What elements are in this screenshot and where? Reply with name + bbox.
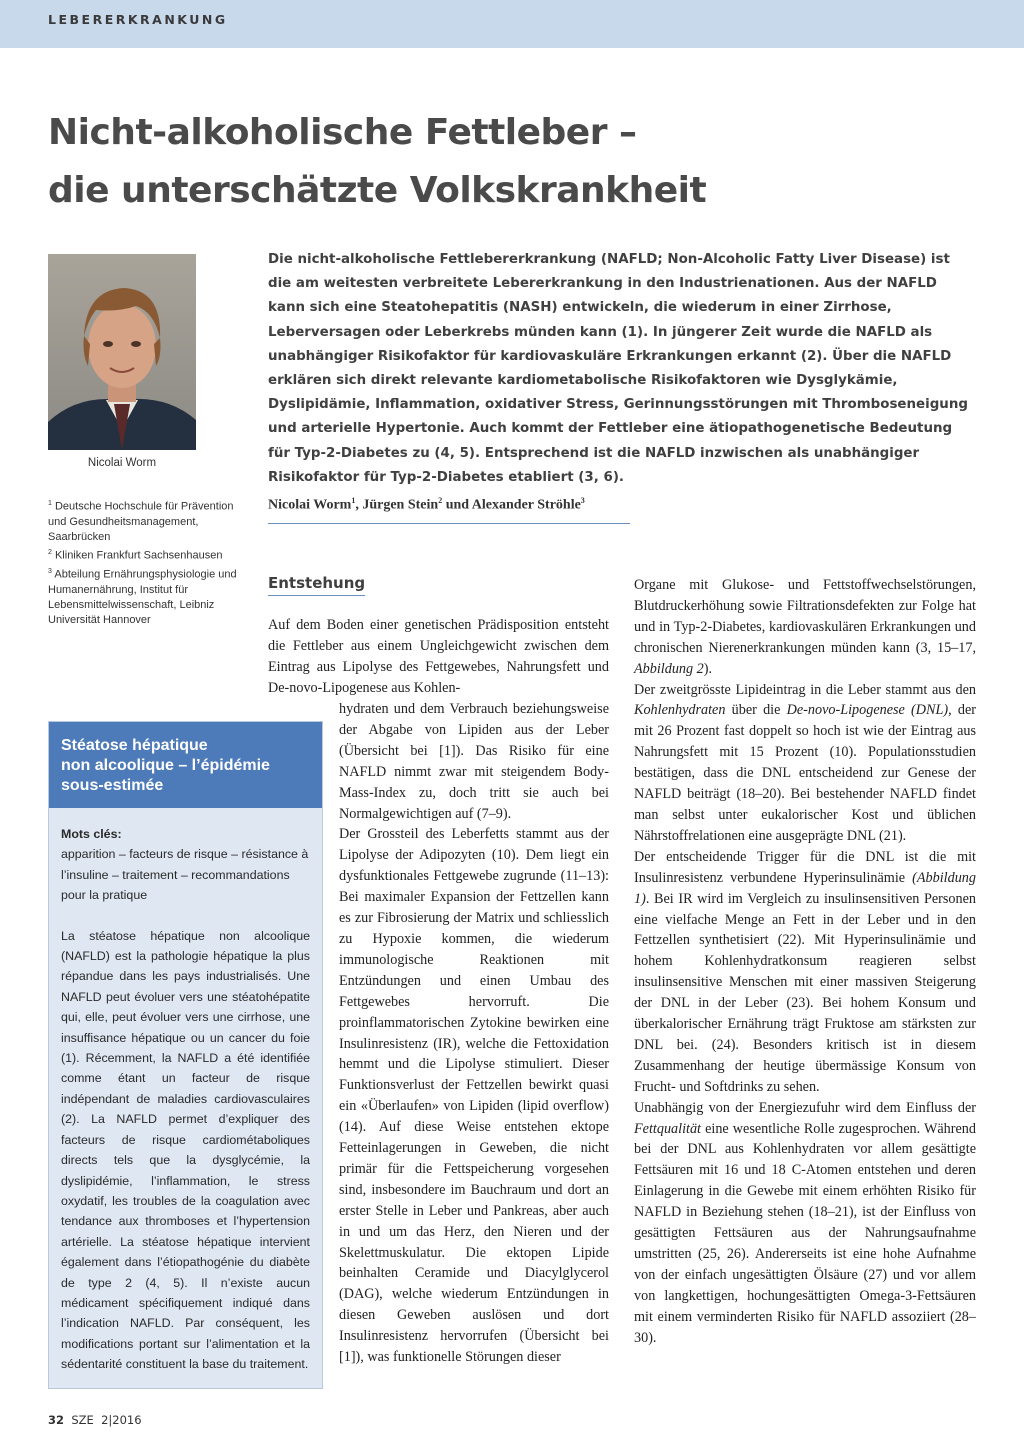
keywords-label: Mots clés: <box>61 827 122 841</box>
affiliations <box>48 496 248 629</box>
affiliation-1: $^1$ Deutsche Hochschule für Prävention und Gesundheitsmanagement, Saarbrücken <box>48 500 234 544</box>
title-line-1: Nicht-alkoholische Fettleber – <box>48 112 637 153</box>
abstract: Die nicht-alkoholische Fettlebererkrankung (NAFLD; Non-Alcoholic Fatty Liver Disease) ist die am weitesten verbreitete Lebererkrankung in den Industrienationen. Aus der NAFLD kann sich eine Steatohepatitis (NASH) entwickeln, die wiederum in einer Zirrhose, Leberversagen oder Leberkrebs münden kann (1). In jüngerer Zeit wurde die NAFLD als unabhängiger Risikofaktor für kardiovaskuläre Erkrankungen erkannt (2). Über die NAFLD erklären sich direkt relevante kardiometabolische Risikofaktoren wie Dysglykämie, Dyslipidämie, Inflammation, oxidativer Stress, Gerinnungsstörungen mit Thromboseneigung und arterielle Hypertonie. Auch kommt der Fettleber eine ätiopathogenetische Bedeutung für Typ-2-Diabetes zu (4, 5). Entsprechend ist die NAFLD inzwischen als unabhängiger Risikofaktor für Typ-2-Diabetes etabliert (3, 6). <box>268 252 968 485</box>
journal-name: SZE <box>71 1413 94 1427</box>
body-col1-continued <box>339 699 609 1368</box>
french-summary-box <box>48 721 323 1389</box>
paragraph: hydraten und dem Verbrauch beziehungsweise der Abgabe von Lipiden aus der Leber (Übersicht bei [1]). Das Risiko für eine NAFLD nimmt zwar mit steigendem Body-Mass-Index zu, doch tritt sie auch bei Normalgewichtigen auf (7–9). <box>339 701 609 822</box>
section-label: LEBERERKRANKUNG <box>48 12 228 27</box>
french-summary-title: Stéatose hépatique non alcoolique – l’épidémie sous-estimée <box>49 722 322 808</box>
title-line-2: die unterschätzte Volkskrankheit <box>48 170 707 211</box>
french-summary-text: La stéatose hépatique non alcoolique (NAFLD) est la pathologie hépatique la plus répandue dans les pays industrialisés. Une NAFLD peut évoluer vers une stéatohépatite qui, elle, peut évoluer vers une cirrhose, une insuffisance hépatique ou un cancer du foie (1). Récemment, la NAFLD a été identifiée comme étant un facteur de risque indépendant de maladies cardiovasculaires (2). La NAFLD permet d’expliquer des facteurs de risque cardiométaboliques directs tels que la dysglycémie, la dyslipidémie, l’inflammation, le stress oxydatif, les troubles de la coagulation avec tendance aux thromboses et l’hypertension artérielle. La stéatose hépatique intervient également dans l’étiopathogénie du diabète de type 2 (4, 5). Il n’existe aucun médicament spécifiquement indiqué dans l’indication NAFLD. Par conséquent, les modifications portant sur l’alimentation et la sédentarité constituent la base du traitement. <box>61 928 310 1372</box>
author-line: Nicolai Worm$^1$, Jürgen Stein$^2$ und Alexander Ströhle$^3$ <box>268 496 630 524</box>
paragraph: Der Grossteil des Leberfetts stammt aus der Lipolyse der Adipozyten (10). Dem liegt ein dysfunktionales Fettgewebe zugrunde (11–13): Bei maximaler Expansion der Fettzellen kann es zur Fibrosierung der Matrix und schliesslich zu Hypoxie kommen, die wiederum immunologische Reaktionen mit Entzündungen und einen Umbau des Fettgewebes hervorruft. Die proinflammatorischen Zytokine bewirken eine Insulinresistenz (IR), welche die Fettoxidation hemmt und die Lipolyse stimuliert. Dieser Funktionsverlust der Fettzellen bewirkt quasi ein «Überlaufen» von Lipiden (lipid overflow) (14). Auf diese Weise entstehen ektope Fetteinlagerungen in Geweben, die nicht primär für die Fettspeicherung vorgesehen sind, insbesondere im Bauchraum und dort an erster Stelle in Leber und Pankreas, aber auch in und um das Herz, den Nieren und der Skelettmuskulatur. Die ektopen Lipide beinhalten Ceramide und Diacylglycerol (DAG), welche wiederum Entzündungen in diesen Geweben auslösen und dort Insulinresistenz hervorrufen (Übersicht bei [1]), was funktionelle Störungen dieser <box>339 826 609 1366</box>
keywords: apparition – facteurs de risque – résistance à l’insuline – traitement – recommandations pour la pratique <box>61 847 309 903</box>
affiliation-3: $^3$ Abteilung Ernährungsphysiologie und Humanernährung, Institut für Lebensmittelwissenschaft, Leibniz Universität Hannover <box>48 568 237 627</box>
body-col1-intro: Auf dem Boden einer genetischen Prädisposition entsteht die Fettleber aus einem Ungleichgewicht zwischen dem Eintrag aus Lipolyse des Fettgewebes, Nahrungsfett und De-novo-Lipogenese aus Kohlen- <box>268 617 609 696</box>
paragraph: Organe mit Glukose- und Fettstoffwechselstörungen, Blutdruckerhöhung sowie Filtrationsdefekten zur Folge hat und in Typ-2-Diabetes, kardiovaskulären Erkrankungen und chronischen Nierenerkrankungen münden kann (3, 15–17, Abbildung 2). <box>634 577 976 677</box>
page-number: 32 <box>48 1413 65 1427</box>
paragraph: Der zweitgrösste Lipideintrag in die Leber stammt aus den Kohlenhydraten über die De-novo-Lipogenese (DNL), der mit 26 Prozent fast doppelt so hoch ist wie der Eintrag aus Nahrungsfett mit 15 Prozent (10). Populationsstudien bestätigen, dass die DNL entscheidend zur Genese der NAFLD beiträgt (18–20). Bei bestehender NAFLD findet man selbst unter eukalorischer Kost und üblichen Nährstoffrelationen eine ausgeprägte DNL (21). <box>634 681 976 844</box>
paragraph: Unabhängig von der Energiezufuhr wird dem Einfluss der Fettqualität eine wesentliche Rolle zugesprochen. Während bei der DNL aus Kohlenhydraten vor allem gesättigte Fettsäuren mit 16 und 18 C-Atomen entstehen und deren Einlagerung in die Gewebe mit einem erhöhten Risiko für NAFLD in Beziehung stehen (18–21), ist der Einfluss von gesättigten Fettsäuren aus der Nahrungsaufnahme umstritten (25, 26). Andererseits ist eine hohe Aufnahme von der einfach ungesättigten Ölsäure (27) und vor allem von langkettigen, hochungesättigten Omega-3-Fettsäuren mit einem verminderten Risiko für NAFLD assoziiert (28–30). <box>634 1099 976 1346</box>
body-col2 <box>634 575 976 1349</box>
photo-caption: Nicolai Worm <box>87 457 157 469</box>
page-footer <box>48 1413 142 1427</box>
affiliation-2: $^2$ Kliniken Frankfurt Sachsenhausen <box>48 549 223 562</box>
paragraph: Der entscheidende Trigger für die DNL ist die mit Insulinresistenz verbundene Hyperinsulinämie (Abbildung 1). Bei IR wird im Vergleich zu insulinsensitiven Personen eine vielfache Menge an Fett in der Leber und in den Fettzellen synthetisiert (22). Mit Hyperinsulinämie und hohem Kohlenhydratkonsum reagieren selbst insulinsensitive Menschen mit einer massiven Steigerung der DNL in der Leber (23). Bei hohem Konsum und überkalorischer Ernährung trägt Fruktose am stärksten zur DNL bei. (24). Besonders kritisch ist in diesem Zusammenhang der heutige übermässige Konsum von Frucht- und Softdrinks zu sehen. <box>634 848 976 1095</box>
article-title <box>48 104 988 220</box>
journal-issue: 2|2016 <box>101 1413 142 1427</box>
section-heading: Entstehung <box>268 574 365 596</box>
author-photo <box>48 254 196 450</box>
